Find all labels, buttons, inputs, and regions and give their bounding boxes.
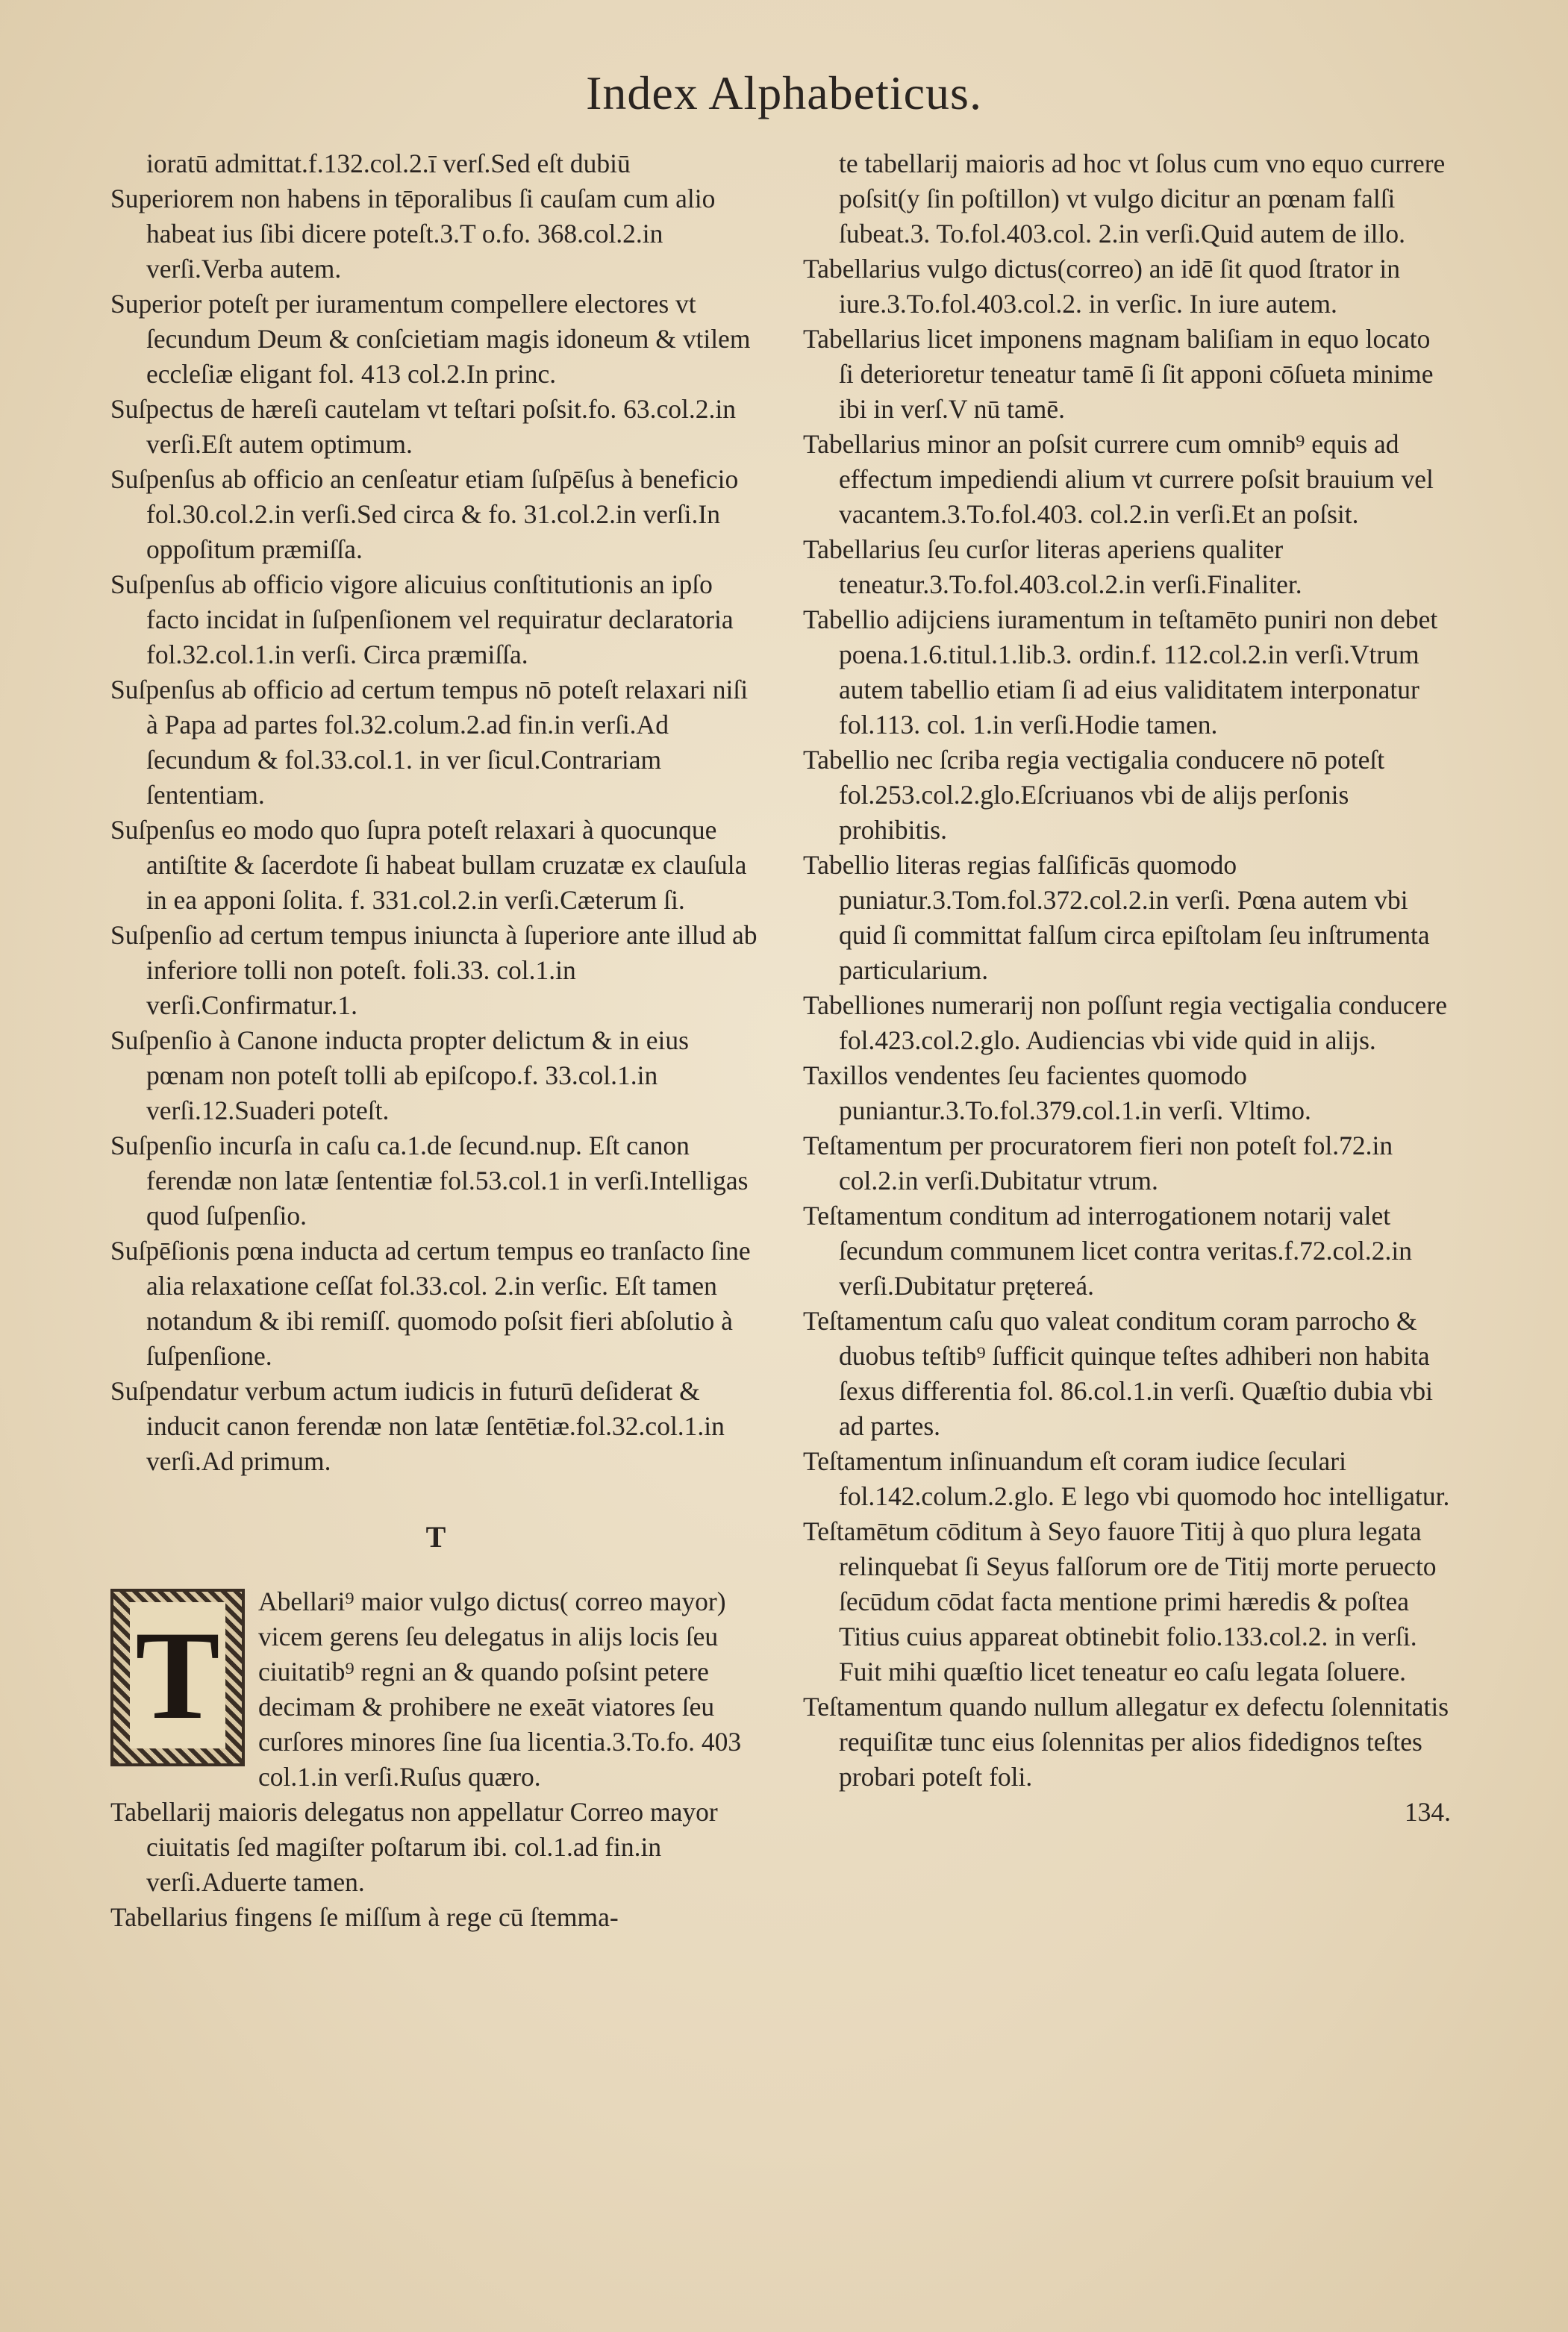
section-letter: T bbox=[425, 1520, 446, 1554]
index-entry: Suſpenſus eo modo quo ſupra poteſt relaxari à quocunque antiſtite & ſacerdote ſi habeat bullam cruzatæ ex clauſula in ea apponi ſolita. f. 331.col.2.in verſi.Cæterum ſi. bbox=[110, 815, 747, 915]
index-entry: Tabellarius minor an poſsit currere cum omnib⁹ equis ad effectum impediendi alium vt currere poſsit brauium vel vacantem.3.To.fol.403. col.2.in verſi.Et an poſsit. bbox=[803, 429, 1434, 529]
index-entry: Teſtamentum caſu quo valeat conditum coram parrocho & duobus teſtib⁹ ſufficit quinque teſtes adhiberi non habita ſexus differentia fol. 86.col.1.in verſi. Quæſtio dubia vbi ad partes. bbox=[803, 1306, 1433, 1441]
index-entry: Taxillos vendentes ſeu facientes quomodo puniantur.3.To.fol.379.col.1.in verſi. Vltimo. bbox=[803, 1060, 1311, 1125]
index-entry: Tabellarius fingens ſe miſſum à rege cū ſtemma- bbox=[110, 1902, 619, 1932]
index-entry: Suſpenſus ab officio vigore alicuius conſtitutionis an ipſo facto incidat in ſuſpenſionem vel requiratur declaratoria fol.32.col.1.in verſi. Circa præmiſſa. bbox=[110, 569, 734, 669]
left-column bbox=[110, 146, 761, 1935]
index-entry: Teſtamentum inſinuandum eſt coram iudice ſeculari fol.142.colum.2.glo. E lego vbi quomodo hoc intelligatur. bbox=[803, 1446, 1450, 1511]
index-entry: Tabelliones numerarij non poſſunt regia vectigalia conducere fol.423.col.2.glo. Audiencias vbi vide quid in alijs. bbox=[803, 990, 1447, 1055]
index-entry: Superior poteſt per iuramentum compellere electores vt ſecundum Deum & conſcietiam magis idoneum & vtilem eccleſiæ eligant fol. 413 col.2.In princ. bbox=[110, 289, 751, 389]
decorated-initial-letter: T bbox=[130, 1602, 225, 1748]
index-entry: Tabellio nec ſcriba regia vectigalia conducere nō poteſt fol.253.col.2.glo.Eſcriuanos vbi de alijs perſonis prohibitis. bbox=[803, 745, 1385, 845]
index-entry: Suſpenſus ab officio an cenſeatur etiam ſuſpēſus à beneficio fol.30.col.2.in verſi.Sed circa & fo. 31.col.2.in verſi.In oppoſitum præmiſſa. bbox=[110, 464, 739, 564]
index-entry: te tabellarij maioris ad hoc vt ſolus cum vno equo currere poſsit(y ſin poſtillon) vt vulgo dicitur an pœnam falſi ſubeat.3. To.fol.403.col. 2.in verſi.Quid autem de illo. bbox=[839, 149, 1446, 248]
index-entry: Tabellio adijciens iuramentum in teſtamēto puniri non debet poena.1.6.titul.1.lib.3. ordin.f. 112.col.2.in verſi.Vtrum autem tabellio etiam ſi ad eius validitatem interponatur fol.113. col. 1.in verſi.Hodie tamen. bbox=[803, 604, 1438, 740]
index-entry: Tabellio literas regias falſificās quomodo puniatur.3.Tom.fol.372.col.2.in verſi. Pœna autem vbi quid ſi committat falſum circa epiſtolam ſeu inſtrumenta particularium. bbox=[803, 850, 1430, 985]
index-entry: Suſpenſio à Canone inducta propter delictum & in eius pœnam non poteſt tolli ab epiſcopo.f. 33.col.1.in verſi.12.Suaderi poteſt. bbox=[110, 1025, 689, 1125]
right-column bbox=[803, 146, 1451, 1830]
index-entry: Suſpenſio ad certum tempus iniuncta à ſuperiore ante illud ab inferiore tolli non poteſt. foli.33. col.1.in verſi.Confirmatur.1. bbox=[110, 920, 758, 1020]
index-entry: Teſtamentum conditum ad interrogationem notarij valet ſecundum communem licet contra veritas.f.72.col.2.in verſi.Dubitatur prętereá. bbox=[803, 1201, 1412, 1301]
index-entry: Teſtamētum cōditum à Seyo fauore Titij à quo plura legata relinquebat ſi Seyus falſorum ore de Titij morte peruecto ſecūdum cōdat facta mentione primi hæredis & poſtea Titius cuius appareat obtinebit folio.133.col.2. in verſi. Fuit mihi quæſtio licet teneatur eo caſu legata ſoluere. bbox=[803, 1516, 1437, 1687]
index-entry: Tabellarij maioris delegatus non appellatur Correo mayor ciuitatis ſed magiſter poſtarum ibi. col.1.ad fin.in verſi.Aduerte tamen. bbox=[110, 1797, 718, 1897]
index-entry: Suſpēſionis pœna inducta ad certum tempus eo tranſacto ſine alia relaxatione ceſſat fol.33.col. 2.in verſic. Eſt tamen notandum & ibi remiſſ. quomodo poſsit fieri abſolutio à ſuſpenſione. bbox=[110, 1236, 751, 1371]
dropcap-entry-text: Abellari⁹ maior vulgo dictus( correo mayor) vicem gerens ſeu delegatus in alijs locis ſeu ciuitatib⁹ regni an & quando poſsint petere decimam & prohibere ne exeāt viatores ſeu curſores minores ſine ſua licentia.3.To.fo. 403 col.1.in verſi.Ruſus quæro. bbox=[258, 1587, 742, 1792]
index-entry: Tabellarius vulgo dictus(correo) an idē ſit quod ſtrator in iure.3.To.fol.403.col.2. in verſic. In iure autem. bbox=[803, 254, 1400, 319]
index-entry: Teſtamentum per procuratorem fieri non poteſt fol.72.in col.2.in verſi.Dubitatur vtrum. bbox=[803, 1131, 1393, 1195]
index-entry: Suſpenſus ab officio ad certum tempus nō poteſt relaxari niſi à Papa ad partes fol.32.colum.2.ad fin.in verſi.Ad ſecundum & fol.33.col.1. in ver ſicul.Contrariam ſententiam. bbox=[110, 675, 749, 810]
index-entry: Suſpectus de hæreſi cautelam vt teſtari poſsit.fo. 63.col.2.in verſi.Eſt autem optimum. bbox=[110, 394, 737, 459]
running-header: Index Alphabeticus. bbox=[586, 66, 982, 119]
index-entry: Tabellarius licet imponens magnam baliſiam in equo locato ſi deterioretur teneatur tamē ſi ſit apponi cōſueta minime ibi in verſ.V nū tamē. bbox=[803, 324, 1434, 424]
index-entry: ioratū admittat.f.132.col.2.ī verſ.Sed eſt dubiū bbox=[146, 149, 631, 178]
index-entry: Suſpendatur verbum actum iudicis in futurū deſiderat & inducit canon ferendæ non latæ ſentētiæ.fol.32.col.1.in verſi.Ad primum. bbox=[110, 1376, 725, 1476]
decorated-initial bbox=[110, 1589, 245, 1766]
index-entry: Superiorem non habens in tēporalibus ſi cauſam cum alio habeat ius ſibi dicere poteſt.3.T o.fo. 368.col.2.in verſi.Verba autem. bbox=[110, 184, 716, 284]
index-entry: Tabellarius ſeu curſor literas aperiens qualiter teneatur.3.To.fol.403.col.2.in verſi.Finaliter. bbox=[803, 534, 1302, 599]
index-entry: Teſtamentum quando nullum allegatur ex defectu ſolennitatis requiſitæ tunc eius ſolennitas per alios fidedignos teſtes probari poteſt foli. bbox=[803, 1692, 1449, 1792]
page-number: 134. bbox=[1404, 1797, 1451, 1827]
dropcap-entry bbox=[110, 1584, 761, 1795]
index-entry: Suſpenſio incurſa in caſu ca.1.de ſecund.nup. Eſt canon ferendæ non latæ ſententiæ fol.53.col.1 in verſi.Intelligas quod ſuſpenſio. bbox=[110, 1131, 749, 1231]
